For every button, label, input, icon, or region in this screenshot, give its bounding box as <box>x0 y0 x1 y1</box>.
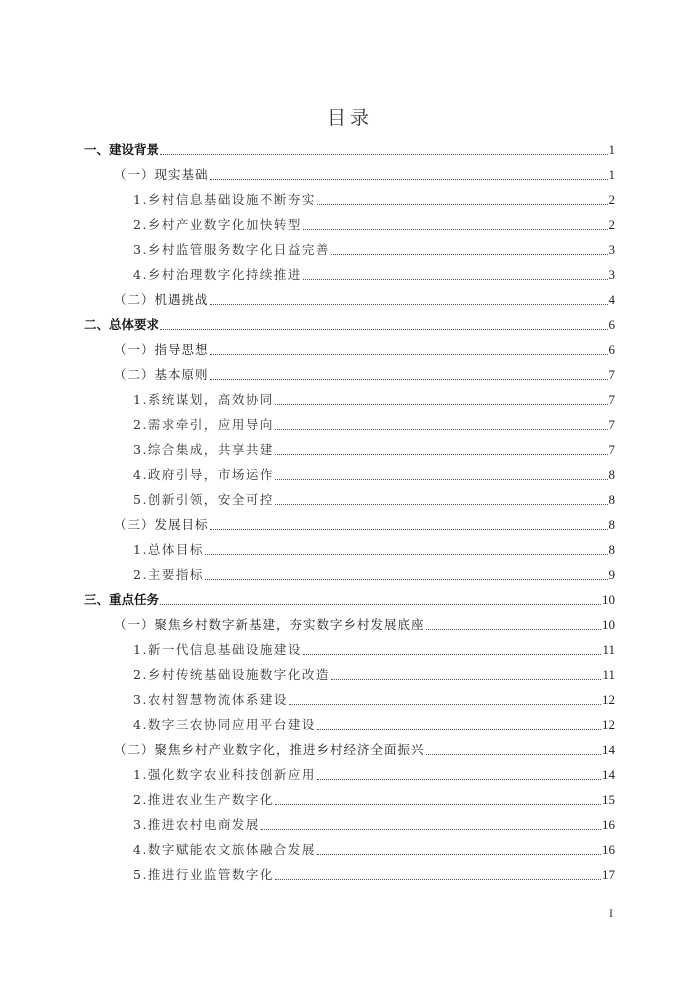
toc-entry[interactable] <box>114 340 615 360</box>
toc-page-number: 7 <box>608 367 615 382</box>
toc-title: 目录 <box>326 106 373 129</box>
dot-leader <box>275 478 608 480</box>
toc-entry-label: （一）聚焦乡村数字新基建，夯实数字乡村发展底座 <box>114 617 425 632</box>
toc-entry[interactable] <box>133 465 615 485</box>
toc-entry[interactable] <box>133 240 615 260</box>
toc-entry-label: 3.乡村监管服务数字化日益完善 <box>133 242 330 257</box>
toc-entry-label: （一）现实基础 <box>114 167 209 182</box>
toc-entry[interactable] <box>133 215 615 235</box>
toc-entry-label: （二）聚焦乡村产业数字化，推进乡村经济全面振兴 <box>114 742 425 757</box>
dot-leader <box>275 803 601 805</box>
toc-page-number: 2 <box>608 192 615 207</box>
toc-entry[interactable] <box>133 415 615 435</box>
toc-page-number: 8 <box>608 467 615 482</box>
toc-entry-label: 1.强化数字农业科技创新应用 <box>133 767 316 782</box>
toc-page-number: 3 <box>608 267 615 282</box>
toc-entry-label: 2.主要指标 <box>133 567 204 582</box>
toc-page-number: 12 <box>602 717 615 732</box>
dot-leader <box>160 153 607 155</box>
dot-leader <box>210 378 608 380</box>
toc-entry[interactable] <box>133 190 615 210</box>
toc-entry[interactable] <box>84 315 615 335</box>
toc-entry-label: 2.需求牵引，应用导向 <box>133 417 274 432</box>
dot-leader <box>426 753 601 755</box>
toc-page-number: 9 <box>608 567 615 582</box>
dot-leader <box>317 728 601 730</box>
toc-entry-label: （二）基本原则 <box>114 367 209 382</box>
toc-entry[interactable] <box>133 715 615 735</box>
toc-entry[interactable] <box>133 440 615 460</box>
toc-entry-label: （三）发展目标 <box>114 517 209 532</box>
dot-leader <box>317 853 601 855</box>
toc-page-number: 12 <box>602 692 615 707</box>
dot-leader <box>210 528 608 530</box>
dot-leader <box>275 453 608 455</box>
dot-leader <box>426 628 601 630</box>
toc-entry[interactable] <box>114 365 615 385</box>
toc-entry[interactable] <box>133 565 615 585</box>
toc-entry[interactable] <box>133 815 615 835</box>
page-number-footer: I <box>609 906 613 920</box>
toc-page-number: 15 <box>602 792 615 807</box>
toc-entry-label: （二）机遇挑战 <box>114 292 209 307</box>
toc-page-number: 8 <box>608 492 615 507</box>
toc-entry-label: 3.农村智慧物流体系建设 <box>133 692 288 707</box>
toc-entry[interactable] <box>114 165 615 185</box>
dot-leader <box>261 828 601 830</box>
dot-leader <box>275 878 601 880</box>
dot-leader <box>205 553 608 555</box>
toc-entry-label: 4.数字三农协同应用平台建设 <box>133 717 316 732</box>
toc-page-number: 7 <box>608 442 615 457</box>
toc-entry[interactable] <box>133 690 615 710</box>
dot-leader <box>317 203 608 205</box>
toc-page-number: 8 <box>608 517 615 532</box>
toc-entry[interactable] <box>114 740 615 760</box>
toc-page-number: 4 <box>608 292 615 307</box>
toc-page-number: 10 <box>602 592 615 607</box>
toc-entry[interactable] <box>133 765 615 785</box>
toc-entry[interactable] <box>114 290 615 310</box>
toc-entry-label: 2.乡村产业数字化加快转型 <box>133 217 302 232</box>
toc-entry-label: 2.推进农业生产数字化 <box>133 792 274 807</box>
dot-leader <box>303 228 608 230</box>
toc-page-number: 8 <box>608 542 615 557</box>
toc-entry-label: 1.系统谋划，高效协同 <box>133 392 274 407</box>
toc-page-number: 10 <box>602 617 615 632</box>
dot-leader <box>303 278 608 280</box>
toc-entry-label: 三、重点任务 <box>84 592 160 607</box>
toc-entry[interactable] <box>84 140 615 160</box>
toc-page-number: 3 <box>608 242 615 257</box>
dot-leader <box>275 503 608 505</box>
toc-entry-label: 一、建设背景 <box>84 142 160 157</box>
toc-entry[interactable] <box>133 640 615 660</box>
toc-entry-label: 4.政府引导，市场运作 <box>133 467 274 482</box>
toc-entry[interactable] <box>133 540 615 560</box>
toc-page-number: 1 <box>608 142 615 157</box>
dot-leader <box>210 303 608 305</box>
toc-page-number: 1 <box>608 167 615 182</box>
toc-entry-label: 3.推进农村电商发展 <box>133 817 260 832</box>
toc-entry-label: 5.创新引领，安全可控 <box>133 492 274 507</box>
toc-page-number: 14 <box>602 767 615 782</box>
dot-leader <box>331 253 608 255</box>
toc-page-number: 16 <box>602 817 615 832</box>
toc-entry-label: 2.乡村传统基础设施数字化改造 <box>133 667 330 682</box>
toc-page-number: 17 <box>602 867 615 882</box>
toc-entry-label: 5.推进行业监管数字化 <box>133 867 274 882</box>
dot-leader <box>289 703 601 705</box>
dot-leader <box>275 428 608 430</box>
toc-entry-label: 二、总体要求 <box>84 317 160 332</box>
toc-page-number: 11 <box>602 667 615 682</box>
toc-entry[interactable] <box>133 840 615 860</box>
toc-entry[interactable] <box>133 490 615 510</box>
dot-leader <box>331 678 602 680</box>
toc-entry[interactable] <box>133 790 615 810</box>
dot-leader <box>210 178 608 180</box>
toc-entry[interactable] <box>84 590 615 610</box>
toc-entry[interactable] <box>114 515 615 535</box>
dot-leader <box>303 653 602 655</box>
toc-entry-label: 1.新一代信息基础设施建设 <box>133 642 302 657</box>
toc-entry-label: 4.乡村治理数字化持续推进 <box>133 267 302 282</box>
toc-page-number: 6 <box>608 342 615 357</box>
toc-entry-label: 1.乡村信息基础设施不断夯实 <box>133 192 316 207</box>
toc-entry[interactable] <box>133 665 615 685</box>
toc-page-number: 7 <box>608 417 615 432</box>
toc-page-number: 16 <box>602 842 615 857</box>
toc-entry-label: 1.总体目标 <box>133 542 204 557</box>
toc-entry[interactable] <box>133 865 615 885</box>
toc-page-number: 7 <box>608 392 615 407</box>
toc-entry-label: 4.数字赋能农文旅体融合发展 <box>133 842 316 857</box>
toc-entry[interactable] <box>133 265 615 285</box>
dot-leader <box>275 403 608 405</box>
toc-entry-label: 3.综合集成，共享共建 <box>133 442 274 457</box>
toc-page-number: 6 <box>608 317 615 332</box>
toc-page-number: 2 <box>608 217 615 232</box>
dot-leader <box>160 603 601 605</box>
toc-entry-label: （一）指导思想 <box>114 342 209 357</box>
dot-leader <box>210 353 608 355</box>
dot-leader <box>317 778 601 780</box>
dot-leader <box>160 328 607 330</box>
dot-leader <box>205 578 608 580</box>
toc-entry[interactable] <box>133 390 615 410</box>
toc-page-number: 14 <box>602 742 615 757</box>
toc-entry[interactable] <box>114 615 615 635</box>
toc-page-number: 11 <box>602 642 615 657</box>
